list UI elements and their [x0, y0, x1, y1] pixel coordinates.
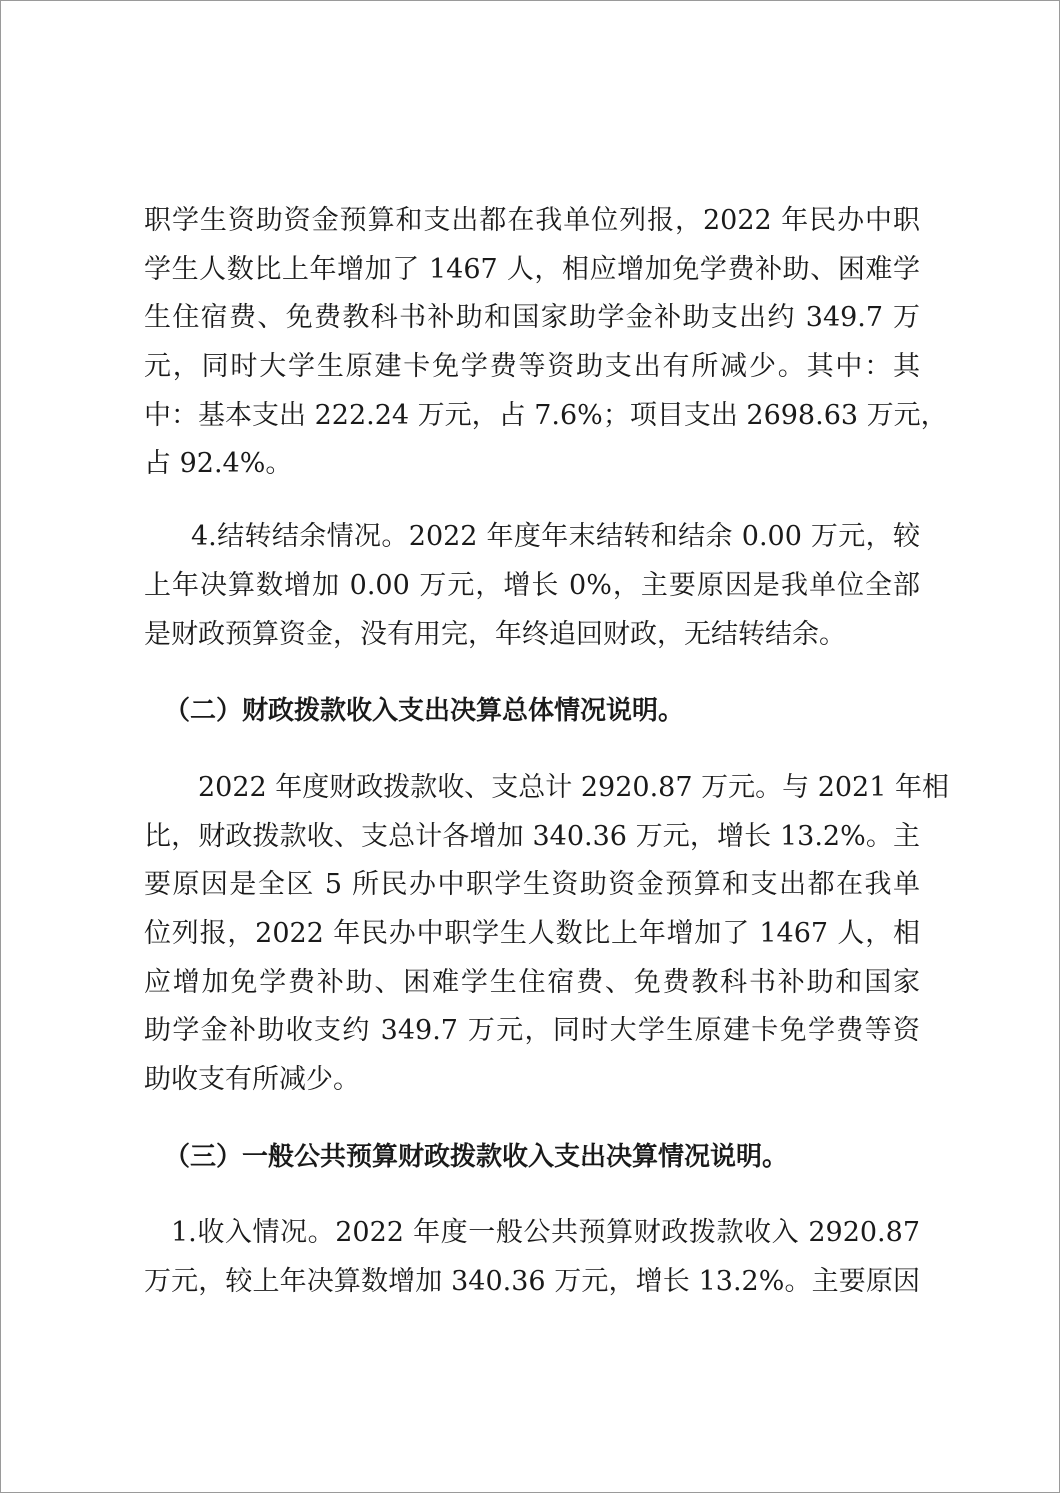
text-line: 中：基本支出 222.24 万元，占 7.6%；项目支出 2698.63 万元， — [144, 399, 948, 431]
section-heading-fiscal-allocation-overview: （二）财政拨款收入支出决算总体情况说明。 — [164, 696, 685, 727]
text-line: 是财政预算资金，没有用完，年终追回财政，无结转结余。 — [144, 618, 846, 650]
section-heading-general-public-budget: （三）一般公共预算财政拨款收入支出决算情况说明。 — [164, 1141, 789, 1172]
paragraph-spacer — [144, 659, 920, 687]
text-line: 2022 年度财政拨款收、支总计 2920.87 万元。与 2021 年相 — [198, 771, 949, 803]
paragraph-spacer — [144, 489, 920, 513]
paragraph-carryover-balance — [144, 513, 920, 659]
text-line: 要原因是全区 5 所民办中职学生资助资金预算和支出都在我单 — [144, 869, 920, 901]
paragraph-spacer — [144, 1181, 920, 1209]
paragraph-fiscal-allocation-total — [144, 764, 949, 1105]
document-body — [144, 197, 949, 1307]
paragraph-student-aid-expenditure — [144, 197, 948, 489]
text-line: 占 92.4%。 — [144, 448, 293, 480]
text-line: 位列报，2022 年民办中职学生人数比上年增加了 1467 人，相 — [144, 917, 920, 949]
paragraph-income-situation — [144, 1209, 920, 1306]
text-line: 上年决算数增加 0.00 万元，增长 0%，主要原因是我单位全部 — [144, 569, 920, 601]
text-line: 生住宿费、免费教科书补助和国家助学金补助支出约 349.7 万 — [144, 302, 920, 334]
text-line: 4.结转结余情况。2022 年度年末结转和结余 0.00 万元，较 — [191, 521, 920, 553]
text-line: 助学金补助收支约 349.7 万元，同时大学生原建卡免学费等资 — [144, 1015, 920, 1047]
text-line: 1.收入情况。2022 年度一般公共预算财政拨款收入 2920.87 — [171, 1217, 920, 1249]
paragraph-spacer — [144, 1105, 920, 1133]
text-line: 应增加免学费补助、困难学生住宿费、免费教科书补助和国家 — [144, 966, 920, 998]
text-line: 职学生资助资金预算和支出都在我单位列报，2022 年民办中职 — [144, 205, 920, 236]
text-line: 万元，较上年决算数增加 340.36 万元，增长 13.2%。主要原因 — [144, 1266, 920, 1298]
paragraph-spacer — [144, 736, 920, 764]
text-line: 助收支有所减少。 — [144, 1064, 360, 1095]
text-line: 元，同时大学生原建卡免学费等资助支出有所减少。其中：其 — [144, 351, 920, 383]
text-line: 学生人数比上年增加了 1467 人，相应增加免学费补助、困难学 — [144, 253, 920, 285]
text-line: 比，财政拨款收、支总计各增加 340.36 万元，增长 13.2%。主 — [144, 820, 920, 852]
